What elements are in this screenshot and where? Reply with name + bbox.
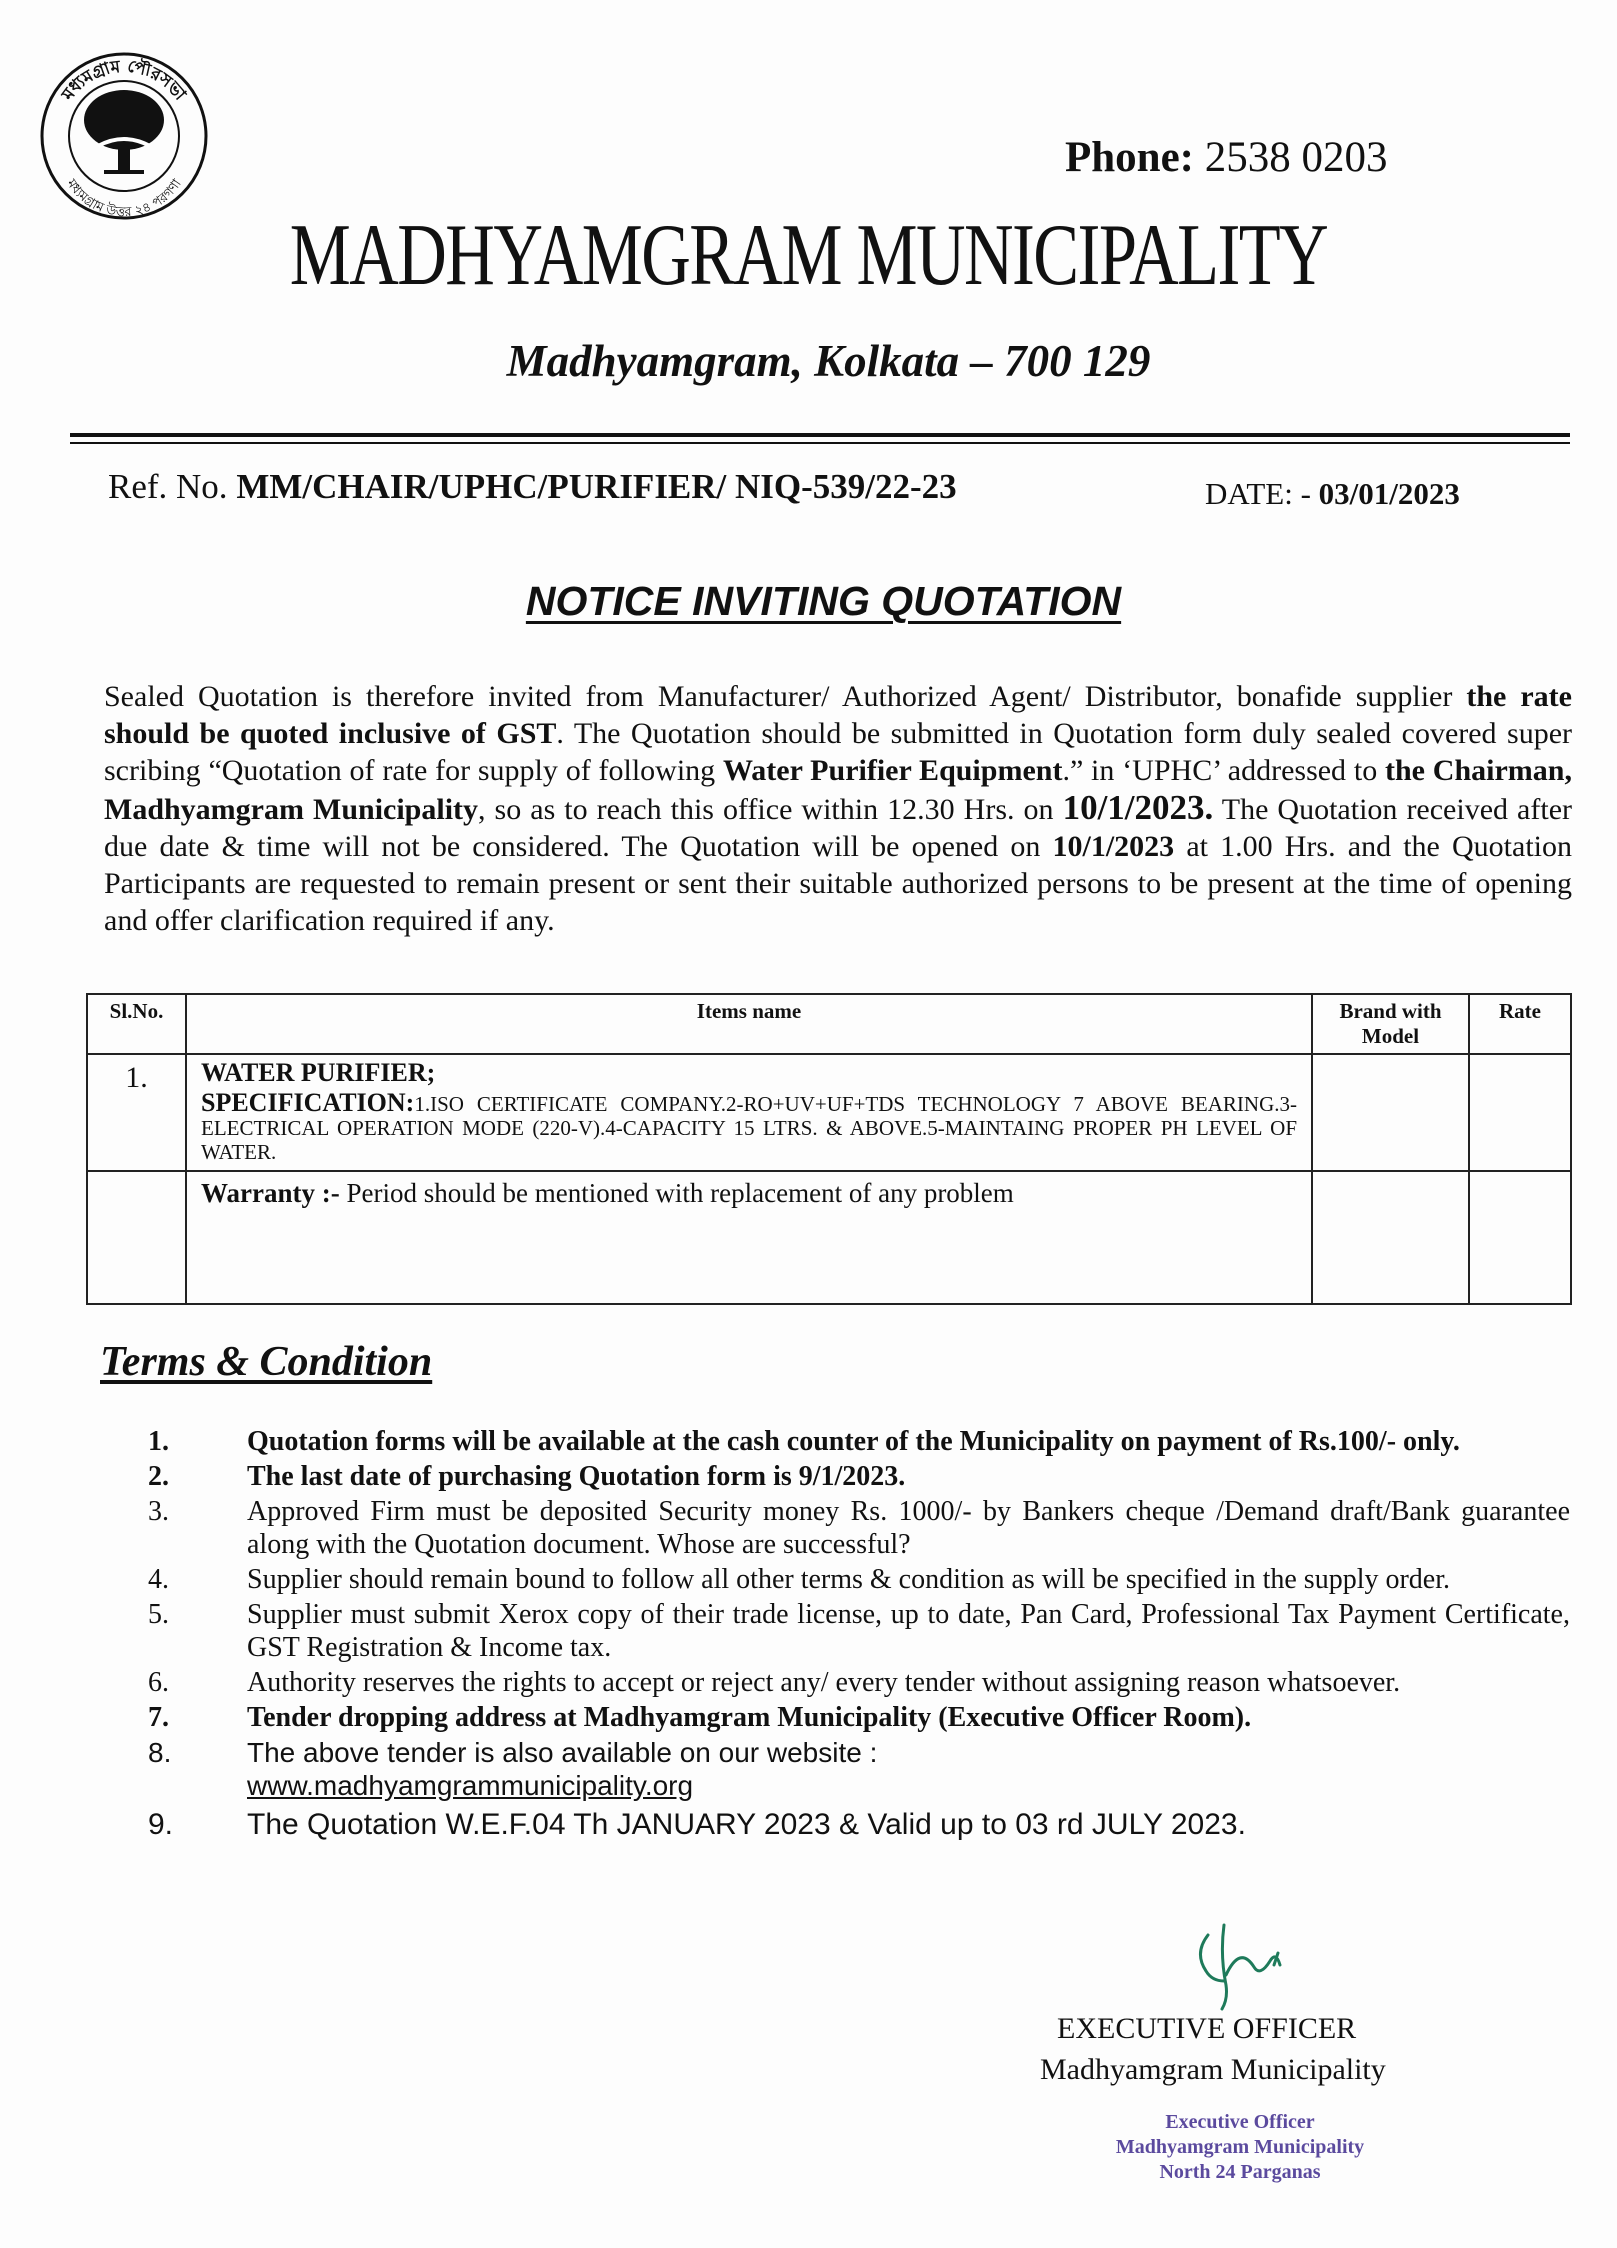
quotation-items-table bbox=[86, 993, 1572, 1305]
rate-cell bbox=[1469, 1171, 1571, 1304]
table-header-row bbox=[87, 994, 1571, 1054]
phone-number: Phone: 2538 0203 bbox=[1065, 134, 1388, 181]
header-divider-thin bbox=[70, 442, 1570, 444]
list-item: 7. Tender dropping address at Madhyamgram Municipality (Executive Officer Room). bbox=[148, 1702, 1252, 1733]
organization-title: MADHYAMGRAM MUNICIPALITY bbox=[289, 207, 1328, 304]
signatory-organization: Madhyamgram Municipality bbox=[1040, 2053, 1386, 2086]
header-divider bbox=[70, 433, 1570, 437]
list-item: 3. Approved Firm must be deposited Security money Rs. 1000/- by Bankers cheque /Demand draft/Bank guarantee along with the Quotation document. Whose are successful? bbox=[148, 1496, 1570, 1560]
list-item: 4. Supplier should remain bound to follow all other terms & condition as will be specified in the supply order. bbox=[148, 1564, 1451, 1595]
table-row bbox=[87, 1171, 1571, 1304]
seal-text-top: মধ্যমগ্রাম পৌরসভা bbox=[57, 56, 190, 105]
municipality-seal-logo bbox=[38, 50, 210, 222]
column-header: Items name bbox=[186, 994, 1312, 1054]
seal-text-bottom: মধ্যমগ্রাম উত্তর ২৪ পরগণা bbox=[63, 176, 185, 221]
tree-emblem-icon bbox=[84, 90, 164, 172]
notice-body: Sealed Quotation is therefore invited from Manufacturer/ Authorized Agent/ Distributor, bonafide supplier the rate should be quoted inclusive of GST. The Quotation should be submitted in Quotation form duly sealed covered super scribing “Quotation of rate for supply of following Water Purifier Equipment.” in ‘UPHC’ addressed to the Chairman, Madhyamgram Municipality, so as to reach this office within 12.30 Hrs. on 10/1/2023. The Quotation received after due date & time will not be considered. The Quotation will be opened on 10/1/2023 at 1.00 Hrs. and the Quotation Participants are requested to remain present or sent their suitable authorized persons to be present at the time of opening and offer clarification required if any. bbox=[104, 680, 1573, 937]
reference-number: Ref. No. MM/CHAIR/UPHC/PURIFIER/ NIQ-539/22-23 bbox=[108, 467, 957, 506]
svg-text:মধ্যমগ্রাম উত্তর ২৪ পরগণা bbox=[63, 176, 185, 220]
signatory-title: EXECUTIVE OFFICER bbox=[1057, 2012, 1357, 2045]
list-item: 2. The last date of purchasing Quotation form is 9/1/2023. bbox=[148, 1461, 906, 1492]
empty-cell bbox=[87, 1171, 186, 1304]
specification-text: 1.ISO CERTIFICATE COMPANY.2-RO+UV+UF+TDS TECHNOLOGY 7 ABOVE BEARING.3-ELECTRICAL OPERATION MODE (220-V).4-CAPACITY 15 LTRS. & ABOVE.5-MAINTAING PROPER PH LEVEL OF WATER. bbox=[201, 1092, 1297, 1164]
brand-model-cell bbox=[1312, 1054, 1469, 1171]
list-item: 8. The above tender is also available on our website : www.madhyamgrammunicipality.org bbox=[148, 1737, 878, 1801]
list-item: 9. The Quotation W.E.F.04 Th JANUARY 2023 & Valid up to 03 rd JULY 2023. bbox=[148, 1808, 1246, 1841]
notice-heading: NOTICE INVITING QUOTATION bbox=[525, 578, 1122, 624]
warranty-cell: Warranty :- Period should be mentioned with replacement of any problem bbox=[186, 1171, 1312, 1304]
serial-number: 1. bbox=[87, 1054, 186, 1171]
brand-model-cell bbox=[1312, 1171, 1469, 1304]
list-item: 6. Authority reserves the rights to accept or reject any/ every tender without assigning reason whatsoever. bbox=[148, 1667, 1401, 1698]
official-stamp: Executive Officer Madhyamgram Municipality North 24 Parganas bbox=[1115, 2111, 1365, 2183]
column-header: Sl.No. bbox=[87, 994, 186, 1054]
table-row bbox=[87, 1054, 1571, 1171]
handwritten-signature bbox=[1186, 1915, 1296, 2015]
terms-heading: Terms & Condition bbox=[100, 1339, 433, 1385]
organization-address: Madhyamgram, Kolkata – 700 129 bbox=[506, 336, 1151, 386]
list-item: 1. Quotation forms will be available at the cash counter of the Municipality on payment of Rs.100/- only. bbox=[148, 1426, 1460, 1457]
item-name: WATER PURIFIER; bbox=[201, 1058, 436, 1087]
item-name-cell bbox=[186, 1054, 1312, 1171]
terms-list bbox=[130, 1425, 1570, 1843]
column-header: Brand with Model bbox=[1312, 994, 1469, 1054]
specification-label: SPECIFICATION: bbox=[201, 1088, 415, 1117]
rate-cell bbox=[1469, 1054, 1571, 1171]
column-header: Rate bbox=[1469, 994, 1571, 1054]
notice-date: DATE: - 03/01/2023 bbox=[1205, 476, 1460, 511]
website-link[interactable]: www.madhyamgrammunicipality.org bbox=[247, 1770, 694, 1801]
list-item: 5. Supplier must submit Xerox copy of their trade license, up to date, Pan Card, Professional Tax Payment Certificate, GST Registration & Income tax. bbox=[148, 1599, 1570, 1663]
